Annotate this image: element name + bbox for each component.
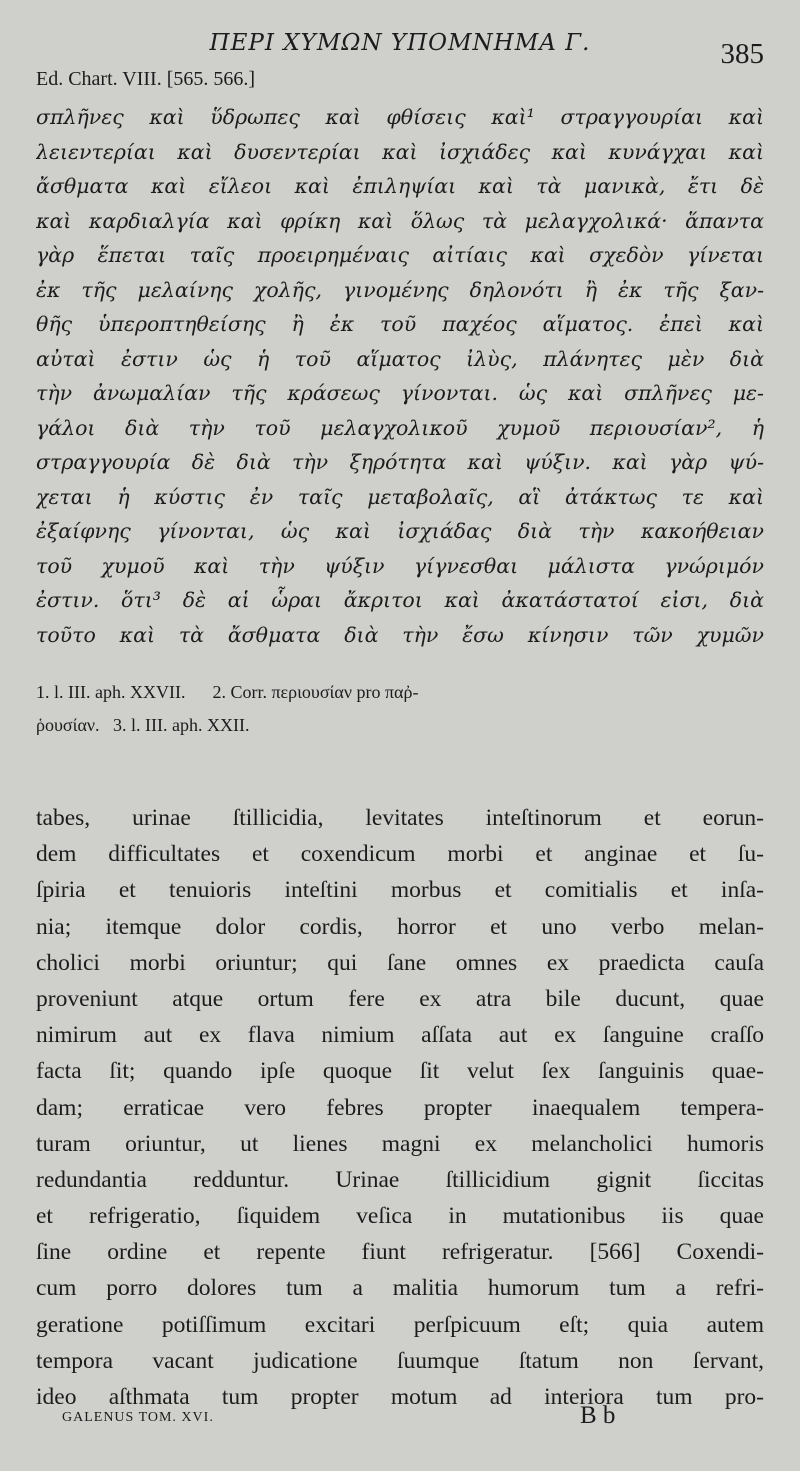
latin-line: cholici morbi oriuntur; qui ſane omnes ex praedicta cauſa xyxy=(36,949,764,976)
latin-line: ſine ordine et repente fiunt refrigeratur. [566] Coxendi- xyxy=(36,1239,764,1266)
page-number: 385 xyxy=(720,38,764,70)
greek-line: θῆς ὑπεροπτηθείσης ἢ ἐκ τοῦ παχέος αἵματος. ἐπεὶ καὶ xyxy=(36,312,764,336)
latin-line: dam; erraticae vero febres propter inaequalem tempera- xyxy=(36,1094,764,1121)
greek-line: ἐξαίφνης γίνονται, ὡς καὶ ἰσχιάδας διὰ τὴν κακοήθειαν xyxy=(36,519,764,543)
latin-line: redundantia redduntur. Urinae ſtillicidium gignit ſiccitas xyxy=(36,1166,764,1193)
greek-line: ἐστιν. ὅτι³ δὲ αἱ ὧραι ἄκριτοι καὶ ἀκατάστατοί εἰσι, διὰ xyxy=(36,588,764,612)
greek-line: τοῦ χυμοῦ καὶ τὴν ψύξιν γίγνεσθαι μάλιστα γνώριμόν xyxy=(36,553,764,578)
signature-mark: B b xyxy=(580,1402,616,1429)
greek-line: ἐκ τῆς μελαίνης χολῆς, γινομένης δηλονότι ἢ ἐκ τῆς ξαν- xyxy=(36,277,764,302)
greek-line: τοῦτο καὶ τὰ ἄσθματα διὰ τὴν ἔσω κίνησιν τῶν χυμῶν xyxy=(36,622,764,647)
latin-line: tempora vacant judicatione ſuumque ſtatum non ſervant, xyxy=(36,1347,764,1374)
footnote-line: ῥουσίαν. 3. l. III. aph. XXII. xyxy=(36,715,250,735)
latin-line: facta ſit; quando ipſe quoque ſit velut ſex ſanguinis quae- xyxy=(36,1058,764,1085)
greek-line: σπλῆνες καὶ ὕδρωπες καὶ φθίσεις καὶ¹ στραγγουρίαι καὶ xyxy=(36,105,764,129)
footnote-line: 1. l. III. aph. XXVII. 2. Corr. περιουσίαν pro παῤ- xyxy=(36,682,419,702)
latin-text-block xyxy=(36,800,764,1415)
greek-line: τὴν ἀνωμαλίαν τῆς κράσεως γίνονται. ὡς καὶ σπλῆνες με- xyxy=(36,381,764,405)
greek-line: στραγγουρία δὲ διὰ τὴν ξηρότητα καὶ ψύξιν. καὶ γὰρ ψύ- xyxy=(36,450,764,474)
latin-line: turam oriuntur, ut lienes magni ex melancholici humoris xyxy=(36,1130,764,1157)
greek-line: ἄσθματα καὶ εἴλεοι καὶ ἐπιληψίαι καὶ τὰ μανικὰ, ἔτι δὲ xyxy=(36,174,764,198)
footnotes xyxy=(36,676,764,742)
latin-line: ſpiria et tenuioris inteſtini morbus et comitialis et inſa- xyxy=(36,877,764,904)
latin-line: nimirum aut ex flava nimium aſſata aut ex ſanguine craſſo xyxy=(36,1022,764,1049)
latin-line: geratione potiſſimum excitari perſpicuum eſt; quia autem xyxy=(36,1311,764,1338)
signature-line: GALENUS TOM. XVI. xyxy=(62,1410,214,1425)
latin-line: ideo aſthmata tum propter motum ad interiora tum pro- xyxy=(36,1384,764,1410)
greek-line: λειεντερίαι καὶ δυσεντερίαι καὶ ἰσχιάδες καὶ κυνάγχαι καὶ xyxy=(36,139,764,164)
greek-line: χεται ἡ κύστις ἐν ταῖς μεταβολαῖς, αἳ ἀτάκτως τε καὶ xyxy=(36,484,764,509)
latin-line: cum porro dolores tum a malitia humorum tum a refri- xyxy=(36,1275,764,1302)
greek-line: γὰρ ἕπεται ταῖς προειρημέναις αἰτίαις καὶ σχεδὸν γίνεται xyxy=(36,243,764,267)
greek-text-block xyxy=(36,100,764,652)
latin-line: proveniunt atque ortum fere ex atra bile ducunt, quae xyxy=(36,985,764,1012)
edition-reference: Ed. Chart. VIII. [565. 566.] xyxy=(36,68,256,90)
latin-line: et refrigeratio, ſiquidem veſica in mutationibus iis quae xyxy=(36,1203,764,1230)
latin-line: dem difficultates et coxendicum morbi et anginae et ſu- xyxy=(36,841,764,868)
greek-line: γάλοι διὰ τὴν τοῦ μελαγχολικοῦ χυμοῦ περιουσίαν², ἡ xyxy=(36,415,764,440)
greek-line: αὐταὶ ἐστιν ὡς ἡ τοῦ αἵματος ἰλὺς, πλάνητες μὲν διὰ xyxy=(36,346,764,371)
latin-line: nia; itemque dolor cordis, horror et uno verbo melan- xyxy=(36,913,764,940)
running-title: ΠΕΡΙ ΧΥΜΩΝ ΥΠΟΜΝΗΜΑ Γ. xyxy=(209,30,591,56)
greek-line: καὶ καρδιαλγία καὶ φρίκη καὶ ὅλως τὰ μελαγχολικά· ἅπαντα xyxy=(36,208,764,233)
latin-line: tabes, urinae ſtillicidia, levitates inteſtinorum et eorun- xyxy=(36,805,764,831)
